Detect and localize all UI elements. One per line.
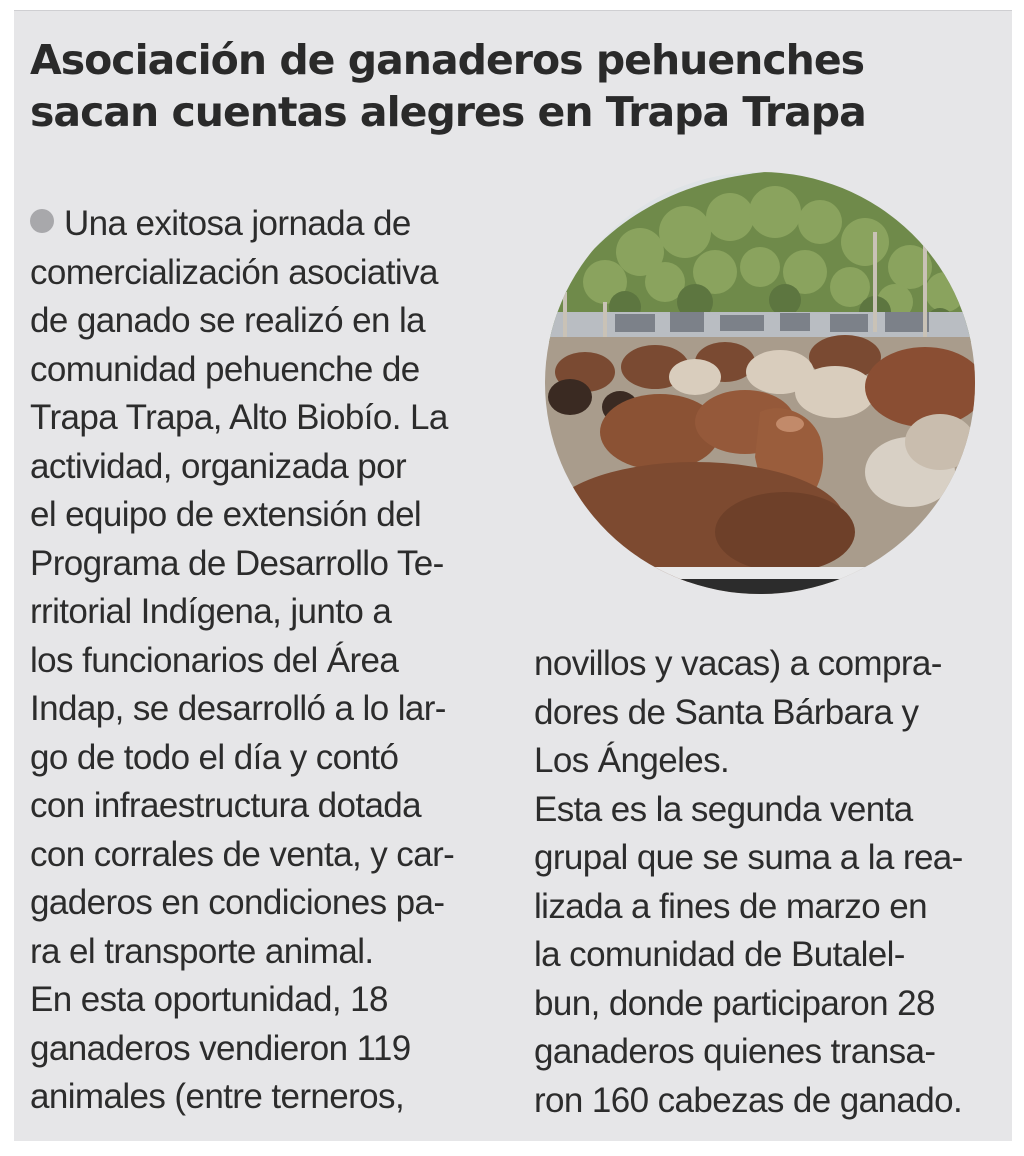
- article-headline: [30, 34, 930, 138]
- body-left-line: gaderos en condiciones pa-: [30, 883, 445, 922]
- body-left-line: rritorial Indígena, junto a: [30, 592, 392, 631]
- body-left-line: [30, 200, 520, 249]
- body-left-line: Programa de Desarrollo Te-: [30, 543, 444, 583]
- body-left-line: En esta oportunidad, 18: [30, 980, 388, 1019]
- body-left-line: actividad, organizada por: [30, 446, 407, 486]
- headline-line-2: sacan cuentas alegres en Trapa Trapa: [30, 88, 866, 136]
- article-body-right-column: [534, 640, 994, 1125]
- body-left-line: el equipo de extensión del: [30, 495, 422, 534]
- body-right-line: la comunidad de Butalel-: [534, 935, 905, 974]
- body-right-line: dores de Santa Bárbara y: [534, 692, 919, 732]
- headline-line-1: Asociación de ganaderos pehuenches: [30, 36, 865, 84]
- body-left-line: los funcionarios del Área: [30, 640, 399, 680]
- body-left-line: Trapa Trapa, Alto Biobío. La: [30, 398, 448, 437]
- body-right-line: novillos y vacas) a compra-: [534, 644, 942, 683]
- body-left-line: animales (entre terneros,: [30, 1077, 405, 1116]
- body-right-line: bun, donde participaron 28: [534, 983, 935, 1023]
- body-right-line: grupal que se suma a la rea-: [534, 838, 963, 877]
- body-left-line: comercialización asociativa: [30, 252, 438, 292]
- body-left-line: comunidad pehuenche de: [30, 349, 420, 389]
- body-left-line: ganaderos vendieron 119: [30, 1028, 411, 1068]
- body-left-line: con infraestructura dotada: [30, 786, 422, 825]
- body-left-line-text: Una exitosa jornada de: [64, 204, 411, 243]
- bullet-icon: [30, 209, 54, 233]
- body-right-line: lizada a fines de marzo en: [534, 886, 927, 926]
- body-right-line: ron 160 cabezas de ganado.: [534, 1080, 963, 1120]
- body-right-line: Esta es la segunda venta: [534, 789, 913, 829]
- body-right-line: Los Ángeles.: [534, 741, 730, 780]
- body-right-line: ganaderos quienes transa-: [534, 1032, 936, 1071]
- body-left-line: de ganado se realizó en la: [30, 301, 425, 340]
- body-left-line: ra el transporte animal.: [30, 931, 374, 971]
- cattle-corral-photo: [545, 172, 975, 594]
- article-body-left-column: [30, 200, 520, 1122]
- body-left-line: con corrales de venta, y car-: [30, 834, 455, 874]
- body-left-line: go de todo el día y contó: [30, 737, 399, 777]
- body-left-line: Indap, se desarrolló a lo lar-: [30, 689, 446, 728]
